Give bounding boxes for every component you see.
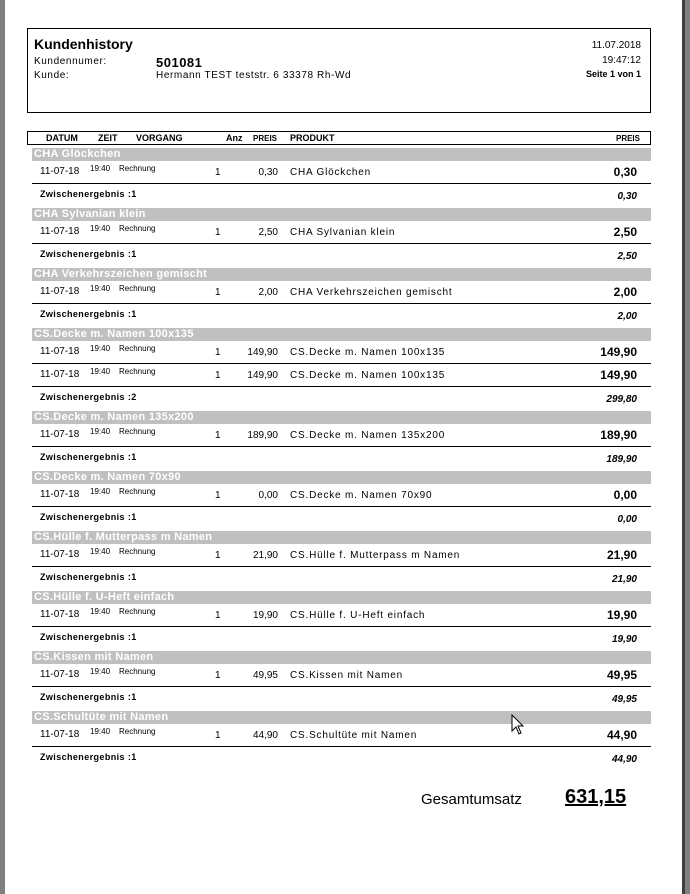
cell-produkt: CS.Hülle f. Mutterpass m Namen: [290, 550, 461, 561]
subtotal-label-text: Zwischenergebnis :: [40, 512, 132, 522]
group-heading: CS.Schultüte mit Namen: [32, 711, 651, 724]
cell-vorgang: Rechnung: [119, 367, 156, 376]
cell-datum: 11-07-18: [40, 369, 80, 380]
subtotal-count: 1: [131, 752, 137, 762]
cell-datum: 11-07-18: [40, 489, 80, 500]
cell-anz: 1: [215, 730, 221, 741]
subtotal-count: 1: [131, 452, 137, 462]
col-preis-total: PREIS: [615, 134, 640, 143]
cell-zeit: 19:40: [90, 344, 111, 353]
group-heading: CHA Verkehrszeichen gemischt: [32, 268, 651, 281]
cell-produkt: CS.Schultüte mit Namen: [290, 730, 418, 741]
cell-datum: 11-07-18: [40, 549, 80, 560]
col-preis: PREIS: [253, 134, 278, 143]
cell-preis: 189,90: [247, 430, 278, 441]
group-heading: CS.Kissen mit Namen: [32, 651, 651, 664]
subtotal-label: [40, 512, 137, 522]
cell-preis: 21,90: [252, 550, 278, 561]
cell-zeit: 19:40: [90, 607, 111, 616]
subtotal-count: 1: [131, 512, 137, 522]
customer-label: Kunde:: [34, 70, 70, 81]
subtotal-value: 21,90: [611, 574, 637, 585]
cell-zeit: 19:40: [90, 727, 111, 736]
cell-total: 2,50: [613, 225, 637, 239]
table-row[interactable]: [32, 724, 651, 747]
cell-vorgang: Rechnung: [119, 487, 156, 496]
subtotal-value: 44,90: [611, 754, 637, 765]
cell-datum: 11-07-18: [40, 429, 80, 440]
cell-anz: 1: [215, 370, 221, 381]
cell-anz: 1: [215, 347, 221, 358]
subtotal-value: 49,95: [611, 694, 637, 705]
cell-produkt: CS.Decke m. Namen 100x135: [290, 347, 446, 358]
table-row[interactable]: [32, 161, 651, 184]
customer-number: 501081: [156, 55, 203, 70]
subtotal-count: 1: [131, 572, 137, 582]
report-header: [27, 28, 651, 113]
cell-produkt: CHA Sylvanian klein: [290, 227, 396, 238]
cell-total: 149,90: [600, 345, 637, 359]
subtotal-label: [40, 572, 137, 582]
cell-preis: 0,30: [258, 167, 278, 178]
cell-preis: 2,00: [258, 287, 278, 298]
cell-total: 149,90: [600, 368, 637, 382]
cell-produkt: CS.Decke m. Namen 70x90: [290, 490, 433, 501]
cell-zeit: 19:40: [90, 164, 111, 173]
cell-zeit: 19:40: [90, 427, 111, 436]
cell-produkt: CHA Glöckchen: [290, 167, 371, 178]
cell-datum: 11-07-18: [40, 729, 80, 740]
cell-anz: 1: [215, 670, 221, 681]
group-heading: CS.Decke m. Namen 135x200: [32, 411, 651, 424]
subtotal-row: [32, 627, 651, 651]
cell-total: 189,90: [600, 428, 637, 442]
subtotal-count: 1: [131, 309, 137, 319]
customer-number-label: Kundennumer:: [34, 56, 107, 67]
subtotal-label: [40, 692, 137, 702]
subtotal-label: [40, 632, 137, 642]
cell-preis: 0,00: [258, 490, 278, 501]
cell-preis: 44,90: [252, 730, 278, 741]
cell-anz: 1: [215, 227, 221, 238]
subtotal-label-text: Zwischenergebnis :: [40, 392, 132, 402]
subtotal-label-text: Zwischenergebnis :: [40, 309, 132, 319]
subtotal-label-text: Zwischenergebnis :: [40, 632, 132, 642]
cell-vorgang: Rechnung: [119, 547, 156, 556]
cell-total: 0,30: [613, 165, 637, 179]
cell-zeit: 19:40: [90, 284, 111, 293]
cell-preis: 149,90: [247, 347, 278, 358]
cell-total: 2,00: [613, 285, 637, 299]
grand-total-value: 631,15: [565, 786, 627, 808]
cell-produkt: CS.Decke m. Namen 135x200: [290, 430, 446, 441]
page-indicator: Seite 1 von 1: [585, 69, 641, 79]
cell-datum: 11-07-18: [40, 346, 80, 357]
cell-total: 21,90: [606, 548, 637, 562]
cell-vorgang: Rechnung: [119, 667, 156, 676]
subtotal-label-text: Zwischenergebnis :: [40, 249, 132, 259]
subtotal-label: [40, 249, 137, 259]
grand-total-label: Gesamtumsatz: [421, 791, 522, 808]
cell-vorgang: Rechnung: [119, 427, 156, 436]
cell-vorgang: Rechnung: [119, 727, 156, 736]
subtotal-label-text: Zwischenergebnis :: [40, 189, 132, 199]
cell-datum: 11-07-18: [40, 669, 80, 680]
subtotal-row: [32, 184, 651, 208]
cell-anz: 1: [215, 287, 221, 298]
table-row[interactable]: [32, 221, 651, 244]
cell-datum: 11-07-18: [40, 166, 80, 177]
cell-datum: 11-07-18: [40, 609, 80, 620]
subtotal-row: [32, 747, 651, 771]
group-heading: CS.Decke m. Namen 70x90: [32, 471, 651, 484]
cell-zeit: 19:40: [90, 667, 111, 676]
cell-total: 0,00: [613, 488, 637, 502]
table-row[interactable]: [32, 281, 651, 304]
cell-preis: 19,90: [252, 610, 278, 621]
cell-anz: 1: [215, 167, 221, 178]
col-zeit: ZEIT: [98, 133, 118, 143]
cell-produkt: CS.Hülle f. U-Heft einfach: [290, 610, 426, 621]
subtotal-value: 19,90: [611, 634, 637, 645]
col-vorgang: VORGANG: [136, 133, 183, 143]
cell-total: 49,95: [606, 668, 637, 682]
cell-total: 44,90: [606, 728, 637, 742]
subtotal-row: [32, 567, 651, 591]
subtotal-row: [32, 447, 651, 471]
subtotal-value: 0,00: [617, 514, 637, 525]
subtotal-value: 189,90: [606, 454, 637, 465]
grand-total: [5, 786, 682, 816]
cell-preis: 149,90: [247, 370, 278, 381]
subtotal-row: [32, 304, 651, 328]
cell-vorgang: Rechnung: [119, 164, 156, 173]
table-row[interactable]: [32, 664, 651, 687]
cell-datum: 11-07-18: [40, 286, 80, 297]
group-heading: CS.Hülle f. Mutterpass m Namen: [32, 531, 651, 544]
group-heading: CS.Hülle f. U-Heft einfach: [32, 591, 651, 604]
subtotal-label: [40, 752, 137, 762]
report-title: Kundenhistory: [34, 36, 133, 52]
cell-vorgang: Rechnung: [119, 284, 156, 293]
subtotal-value: 2,00: [617, 311, 637, 322]
subtotal-label: [40, 392, 137, 402]
subtotal-label-text: Zwischenergebnis :: [40, 572, 132, 582]
cell-zeit: 19:40: [90, 487, 111, 496]
subtotal-value: 2,50: [617, 251, 637, 262]
subtotal-count: 1: [131, 189, 137, 199]
table-row[interactable]: [32, 341, 651, 364]
group-heading: CHA Glöckchen: [32, 148, 651, 161]
table-row[interactable]: [32, 604, 651, 627]
mouse-cursor-icon: [511, 714, 525, 736]
cell-preis: 2,50: [258, 227, 278, 238]
table-row[interactable]: [32, 484, 651, 507]
cell-preis: 49,95: [252, 670, 278, 681]
cell-vorgang: Rechnung: [119, 607, 156, 616]
history-list: [32, 148, 651, 771]
cell-vorgang: Rechnung: [119, 344, 156, 353]
cell-anz: 1: [215, 550, 221, 561]
subtotal-count: 2: [131, 392, 137, 402]
subtotal-label-text: Zwischenergebnis :: [40, 452, 132, 462]
cell-vorgang: Rechnung: [119, 224, 156, 233]
table-row[interactable]: [32, 424, 651, 447]
report-time: 19:47:12: [602, 55, 641, 66]
cell-anz: 1: [215, 610, 221, 621]
column-header: [27, 131, 651, 145]
subtotal-row: [32, 244, 651, 268]
subtotal-label-text: Zwischenergebnis :: [40, 692, 132, 702]
subtotal-count: 1: [131, 692, 137, 702]
cell-zeit: 19:40: [90, 224, 111, 233]
subtotal-value: 299,80: [606, 394, 637, 405]
cell-zeit: 19:40: [90, 547, 111, 556]
cell-anz: 1: [215, 430, 221, 441]
cell-total: 19,90: [606, 608, 637, 622]
subtotal-value: 0,30: [617, 191, 637, 202]
subtotal-label: [40, 452, 137, 462]
col-datum: DATUM: [46, 133, 78, 143]
col-anz: Anz: [226, 133, 243, 143]
subtotal-row: [32, 387, 651, 411]
cell-anz: 1: [215, 490, 221, 501]
report-page: [5, 0, 682, 894]
subtotal-count: 1: [131, 632, 137, 642]
table-row[interactable]: [32, 544, 651, 567]
report-date: 11.07.2018: [591, 40, 641, 51]
cell-produkt: CS.Decke m. Namen 100x135: [290, 370, 446, 381]
customer-address: Hermann TEST teststr. 6 33378 Rh-Wd: [156, 70, 352, 81]
group-heading: CHA Sylvanian klein: [32, 208, 651, 221]
table-row[interactable]: [32, 364, 651, 387]
subtotal-row: [32, 507, 651, 531]
subtotal-row: [32, 687, 651, 711]
cell-produkt: CS.Kissen mit Namen: [290, 670, 404, 681]
subtotal-count: 1: [131, 249, 137, 259]
subtotal-label: [40, 189, 137, 199]
cell-produkt: CHA Verkehrszeichen gemischt: [290, 287, 453, 298]
group-heading: CS.Decke m. Namen 100x135: [32, 328, 651, 341]
col-produkt: PRODUKT: [290, 133, 335, 143]
subtotal-label-text: Zwischenergebnis :: [40, 752, 132, 762]
cell-zeit: 19:40: [90, 367, 111, 376]
cell-datum: 11-07-18: [40, 226, 80, 237]
subtotal-label: [40, 309, 137, 319]
